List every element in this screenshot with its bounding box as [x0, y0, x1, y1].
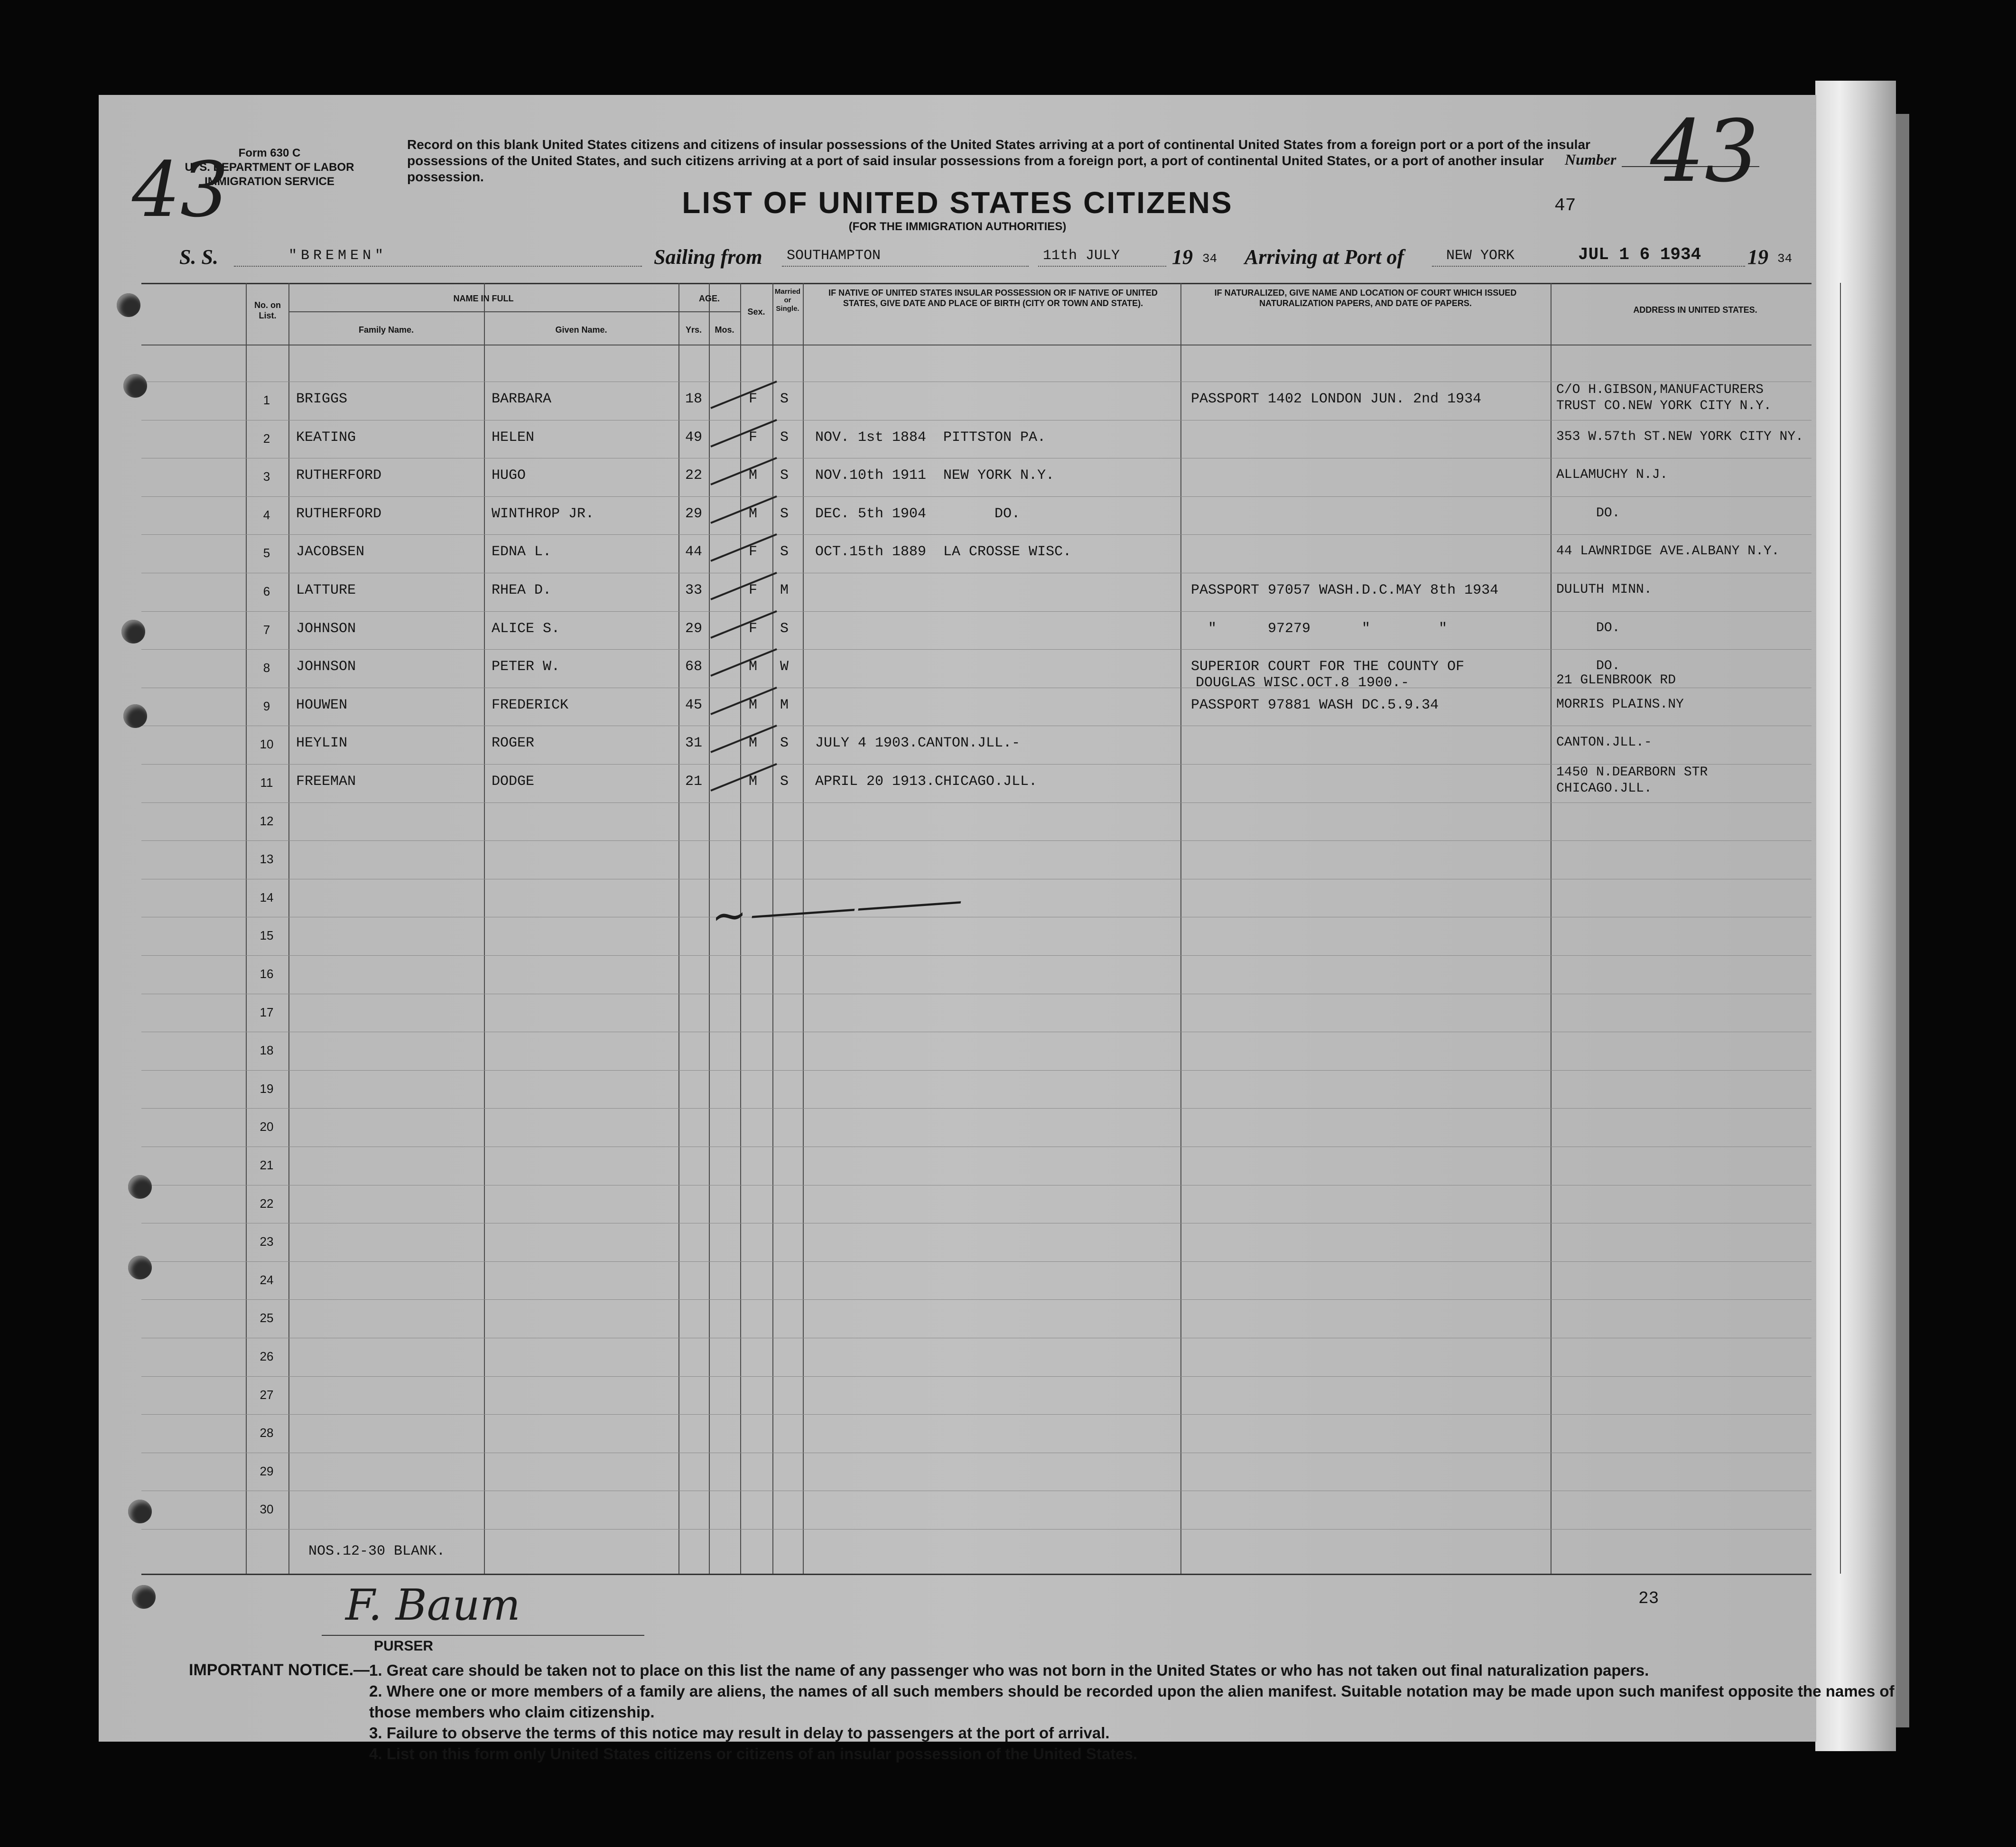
marital-status-cell: S [780, 544, 789, 560]
notice-item: 4. List on this form only United States citizens or citizens of an insular possession of the United States. [369, 1745, 1138, 1763]
col-divider [1840, 283, 1841, 1574]
check-stroke [710, 687, 777, 715]
address-cell: DULUTH MINN. [1556, 582, 1652, 597]
handwritten-list-number: 43 [1650, 102, 1759, 201]
stacked-page-edge [1815, 81, 1896, 1751]
header-name-in-full: NAME IN FULL [453, 294, 514, 303]
col-divider [246, 283, 247, 1574]
sex-cell: F [749, 620, 758, 637]
name-subheader-line [288, 311, 678, 312]
handwritten-corner-number: 43 [132, 145, 229, 234]
port-arrival-underline [1432, 266, 1745, 267]
form-number: Form 630 C [238, 147, 301, 159]
sex-cell: F [749, 429, 758, 446]
birth-info-cell: NOV.10th 1911 NEW YORK N.Y. [815, 467, 1055, 484]
sex-cell: M [749, 467, 758, 484]
passenger-table [141, 283, 1812, 1574]
row-rule [141, 534, 1812, 535]
row-rule [141, 611, 1812, 612]
row-number: 29 [260, 1464, 274, 1478]
purser-signature: F. Baum [345, 1580, 520, 1630]
birth-info-cell: NOV. 1st 1884 PITTSTON PA. [815, 429, 1046, 446]
given-name-cell: ROGER [492, 735, 535, 752]
year-label-sail: 19 [1172, 245, 1193, 269]
row-number: 12 [260, 813, 274, 828]
check-stroke [710, 763, 777, 792]
row-rule [141, 1299, 1812, 1300]
ship-underline [234, 266, 642, 267]
handwritten-scribble-mark: ~⸻⸻ [709, 874, 962, 942]
notice-item: 1. Great care should be taken not to place on this list the name of any passenger who was not born in the United States or who has not taken out final naturalization papers. [369, 1661, 1649, 1679]
age-years-cell: 22 [685, 467, 703, 484]
header-given-name: Given Name. [555, 325, 607, 335]
marital-status-cell: S [780, 774, 789, 790]
check-stroke [710, 457, 777, 485]
number-label: Number [1565, 151, 1617, 168]
row-rule [141, 955, 1812, 956]
row-number: 15 [260, 928, 274, 943]
row-number: 10 [260, 737, 274, 752]
row-rule [141, 1376, 1812, 1377]
col-divider [484, 283, 485, 1574]
row-number: 20 [260, 1119, 274, 1134]
address-cell: CANTON.JLL.- [1556, 735, 1652, 750]
address-cell-line2: TRUST CO.NEW YORK CITY N.Y. [1556, 399, 1772, 413]
sex-cell: M [749, 774, 758, 790]
age-years-cell: 68 [685, 659, 703, 675]
row-rule [141, 1414, 1812, 1415]
header-mos: Mos. [715, 325, 734, 335]
marital-status-cell: S [780, 467, 789, 484]
marital-status-cell: W [780, 659, 789, 675]
sex-cell: M [749, 735, 758, 752]
check-stroke [710, 725, 777, 753]
sailing-from-label: Sailing from [654, 245, 762, 269]
check-stroke [710, 610, 777, 639]
row-number: 9 [263, 699, 270, 713]
check-stroke [710, 572, 777, 600]
marital-status-cell: M [780, 582, 789, 598]
row-rule [141, 1070, 1812, 1071]
header-birth-info: IF NATIVE OF UNITED STATES INSULAR POSSESSION OR IF NATIVE OF UNITED STATES, GIVE DATE AND PLACE OF BIRTH (CITY OR TOWN AND STATE). [828, 288, 1158, 308]
address-cell-line2: CHICAGO.JLL. [1556, 781, 1652, 796]
header-sex: Sex. [747, 307, 765, 317]
sheet-number: 47 [1554, 196, 1576, 216]
row-number: 6 [263, 584, 270, 598]
family-name-cell: FREEMAN [296, 774, 356, 790]
header-no-on-list: No. on List. [254, 300, 281, 320]
family-name-cell: LATTURE [296, 582, 356, 598]
header-yrs: Yrs. [685, 325, 702, 335]
marital-status-cell: S [780, 391, 789, 407]
given-name-cell: DODGE [492, 774, 535, 790]
given-name-cell: BARBARA [492, 391, 552, 407]
row-number: 19 [260, 1081, 274, 1096]
page-subtitle: (FOR THE IMMIGRATION AUTHORITIES) [848, 220, 1067, 233]
address-cell: MORRIS PLAINS.NY [1556, 697, 1684, 712]
year-sail: 34 [1202, 252, 1217, 266]
sex-cell: M [749, 505, 758, 522]
binder-hole [117, 293, 140, 317]
family-name-cell: BRIGGS [296, 391, 348, 407]
address-cell: DO. [1556, 505, 1620, 521]
row-number: 25 [260, 1311, 274, 1325]
row-number: 22 [260, 1196, 274, 1211]
given-name-cell: HUGO [492, 467, 526, 484]
check-stroke [710, 381, 777, 409]
row-number: 18 [260, 1043, 274, 1058]
ss-label: S. S. [179, 245, 218, 269]
age-years-cell: 29 [685, 505, 703, 522]
row-rule [141, 840, 1812, 841]
marital-status-cell: S [780, 735, 789, 752]
family-name-cell: HOUWEN [296, 697, 348, 713]
row-number: 1 [263, 393, 270, 407]
naturalization-cell-line2: DOUGLAS WISC.OCT.8 1900.- [1196, 675, 1410, 691]
page-title: LIST OF UNITED STATES CITIZENS [682, 186, 1233, 220]
address-cell: DO. [1556, 659, 1620, 674]
check-stroke [710, 533, 777, 562]
binder-hole [132, 1585, 156, 1609]
marital-status-cell: S [780, 620, 789, 637]
family-name-cell: JACOBSEN [296, 544, 365, 560]
year-label-arrival: 19 [1747, 245, 1768, 269]
port-from: SOUTHAMPTON [787, 248, 881, 264]
naturalization-cell: PASSPORT 97881 WASH DC.5.9.34 [1191, 697, 1439, 713]
address-cell: 353 W.57th ST.NEW YORK CITY NY. [1556, 429, 1803, 444]
header-age: AGE. [698, 294, 720, 303]
address-cell: DO. [1556, 620, 1620, 635]
row-number: 17 [260, 1005, 274, 1019]
notice-item: 3. Failure to observe the terms of this notice may result in delay to passengers at the port of arrival. [369, 1724, 1110, 1742]
header-address: ADDRESS IN UNITED STATES. [1633, 305, 1757, 315]
address-cell: 44 LAWNRIDGE AVE.ALBANY N.Y. [1556, 544, 1780, 559]
row-number: 14 [260, 890, 274, 905]
age-years-cell: 33 [685, 582, 703, 598]
binder-hole [123, 704, 147, 728]
birth-info-cell: JULY 4 1903.CANTON.JLL.- [815, 735, 1021, 752]
row-number: 5 [263, 546, 270, 560]
binder-hole [121, 620, 145, 644]
important-notice-title: IMPORTANT NOTICE.— [189, 1661, 370, 1679]
address-cell: ALLAMUCHY N.J. [1556, 467, 1668, 483]
given-name-cell: EDNA L. [492, 544, 552, 560]
given-name-cell: PETER W. [492, 659, 560, 675]
year-arrival: 34 [1777, 252, 1793, 266]
row-rule [141, 649, 1812, 650]
col-divider [288, 283, 289, 1574]
naturalization-cell: PASSPORT 1402 LONDON JUN. 2nd 1934 [1191, 391, 1482, 407]
age-years-cell: 45 [685, 697, 703, 713]
row-number: 28 [260, 1426, 274, 1440]
row-rule [141, 802, 1812, 803]
age-years-cell: 18 [685, 391, 703, 407]
row-rule [141, 1108, 1812, 1109]
check-stroke [710, 648, 777, 677]
given-name-cell: WINTHROP JR. [492, 505, 595, 522]
col-divider [709, 283, 710, 1574]
sex-cell: M [749, 659, 758, 675]
birth-info-cell: DEC. 5th 1904 DO. [815, 505, 1021, 522]
col-divider [678, 283, 679, 1574]
given-name-cell: RHEA D. [492, 582, 552, 598]
sex-cell: F [749, 544, 758, 560]
row-number: 2 [263, 431, 270, 446]
sail-date: 11th JULY [1043, 248, 1120, 264]
row-rule [141, 1261, 1812, 1262]
age-subheader-line [678, 311, 740, 312]
naturalization-cell: PASSPORT 97057 WASH.D.C.MAY 8th 1934 [1191, 582, 1499, 598]
header-married-or-single: Married or Single. [774, 288, 801, 313]
row-number: 13 [260, 852, 274, 867]
row-number: 4 [263, 507, 270, 522]
sex-cell: M [749, 697, 758, 713]
row-rule [141, 764, 1812, 765]
address-cell: C/O H.GIBSON,MANUFACTURERS [1556, 382, 1764, 397]
age-years-cell: 49 [685, 429, 703, 446]
ship-name: "BREMEN" [288, 248, 388, 264]
department-name: U. S. DEPARTMENT OF LABOR [185, 161, 354, 174]
stacked-page-shadow [1896, 114, 1909, 1727]
birth-info-cell: OCT.15th 1889 LA CROSSE WISC. [815, 544, 1072, 560]
row-number: 7 [263, 622, 270, 637]
binder-hole [128, 1500, 152, 1523]
header-family-name: Family Name. [358, 325, 414, 335]
manifest-page [99, 95, 1895, 1763]
naturalization-cell: " 97279 " " [1191, 620, 1448, 637]
row-number: 3 [263, 469, 270, 484]
notice-item: 2. Where one or more members of a family are aliens, the names of all such members should be recorded upon the alien manifest. Suitable notation may be made upon such manifest opposite the names of those members who claim citizenship. [369, 1682, 1895, 1721]
naturalization-cell: SUPERIOR COURT FOR THE COUNTY OF [1191, 659, 1465, 675]
col-divider [1180, 283, 1181, 1574]
given-name-cell: FREDERICK [492, 697, 569, 713]
address-cell-line2: 21 GLENBROOK RD [1556, 673, 1676, 688]
row-number: 24 [260, 1272, 274, 1287]
binder-hole [128, 1256, 152, 1279]
header-naturalization-info: IF NATURALIZED, GIVE NAME AND LOCATION OF COURT WHICH ISSUED NATURALIZATION PAPERS, AND DATE OF PAPERS. [1214, 288, 1517, 308]
port-arrival: NEW YORK [1446, 248, 1515, 264]
given-name-cell: HELEN [492, 429, 535, 446]
family-name-cell: JOHNSON [296, 659, 356, 675]
arriving-label: Arriving at Port of [1245, 245, 1404, 269]
port-from-underline [782, 266, 1029, 267]
given-name-cell: ALICE S. [492, 620, 560, 637]
address-cell: 1450 N.DEARBORN STR [1556, 765, 1708, 780]
check-stroke [710, 495, 777, 524]
record-instructions: Record on this blank United States citizens and citizens of insular possessions of the United States arriving at a port of continental United States from a foreign port or a port of the insular possessions of the United States, and such citizens arriving at a port of said insular possessions from a foreign port, a port of continental United States, or a port of another insular possession. [407, 137, 1590, 184]
sail-date-underline [1038, 266, 1166, 267]
row-number: 8 [263, 661, 270, 675]
sex-cell: F [749, 391, 758, 407]
family-name-cell: HEYLIN [296, 735, 348, 752]
purser-label: PURSER [374, 1638, 434, 1654]
table-bottom-border [141, 1574, 1812, 1575]
row-number: 11 [260, 775, 273, 790]
binder-hole [128, 1175, 152, 1199]
blank-rows-note: NOS.12-30 BLANK. [308, 1543, 446, 1559]
page-count: 23 [1638, 1589, 1659, 1608]
arrival-date-stamp: JUL 1 6 1934 [1578, 245, 1701, 264]
binder-hole [123, 374, 147, 398]
age-years-cell: 44 [685, 544, 703, 560]
row-number: 16 [260, 967, 274, 981]
marital-status-cell: M [780, 697, 789, 713]
age-years-cell: 29 [685, 620, 703, 637]
row-number: 21 [260, 1158, 274, 1172]
marital-status-cell: S [780, 429, 789, 446]
service-name: IMMIGRATION SERVICE [204, 175, 334, 188]
age-years-cell: 31 [685, 735, 703, 752]
row-number: 23 [260, 1234, 274, 1249]
marital-status-cell: S [780, 505, 789, 522]
family-name-cell: RUTHERFORD [296, 505, 382, 522]
sex-cell: F [749, 582, 758, 598]
row-number: 27 [260, 1387, 274, 1402]
family-name-cell: KEATING [296, 429, 356, 446]
row-number: 26 [260, 1349, 274, 1363]
row-rule [141, 496, 1812, 497]
family-name-cell: JOHNSON [296, 620, 356, 637]
row-number: 30 [260, 1502, 274, 1517]
table-top-border [141, 283, 1812, 284]
family-name-cell: RUTHERFORD [296, 467, 382, 484]
check-stroke [710, 419, 777, 448]
age-years-cell: 21 [685, 774, 703, 790]
signature-line [322, 1635, 644, 1636]
row-rule [141, 1529, 1812, 1530]
birth-info-cell: APRIL 20 1913.CHICAGO.JLL. [815, 774, 1038, 790]
